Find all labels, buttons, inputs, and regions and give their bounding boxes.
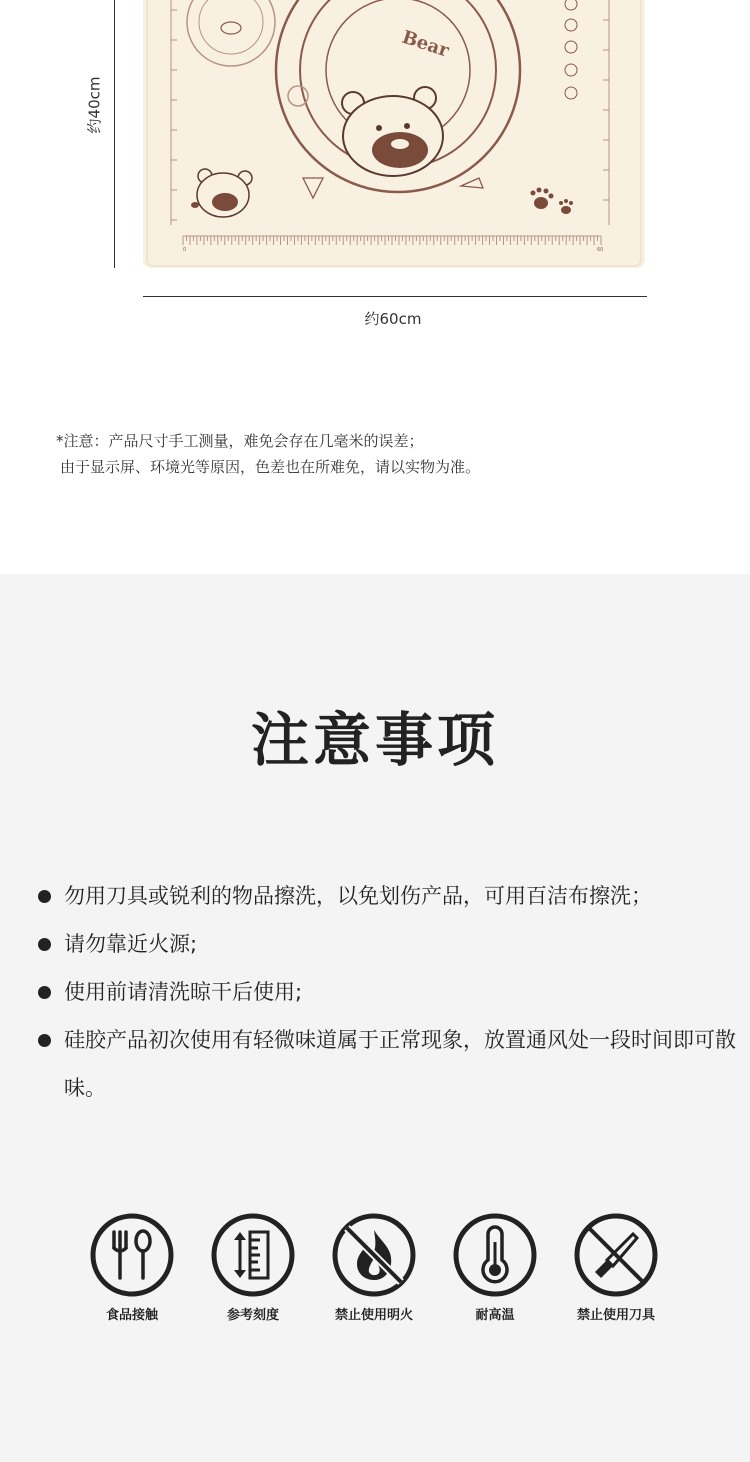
bear-face-drawing [342, 87, 443, 176]
note-line-1: *注意：产品尺寸手工测量，难免会存在几毫米的误差； [56, 432, 424, 450]
bullet-dot [38, 1034, 51, 1047]
icon-label: 食品接触 [105, 1308, 158, 1323]
width-dimension-label: 约60cm [364, 310, 422, 328]
bullet-dot [38, 890, 51, 903]
height-dimension-line [114, 0, 115, 268]
icon-label: 耐高温 [475, 1308, 515, 1323]
mat-brand-text: Bear [399, 26, 452, 62]
bullet-dot [38, 938, 51, 951]
ruler-start-label: 0 [183, 247, 187, 253]
height-dimension-label: 约40cm [85, 76, 104, 134]
icon-label: 禁止使用明火 [334, 1308, 413, 1323]
feature-no-knives [556, 1212, 676, 1323]
feature-reference-scale [193, 1212, 313, 1323]
no-fire-icon [331, 1212, 417, 1298]
baking-mat-illustration [143, 0, 645, 270]
icon-label: 参考刻度 [226, 1308, 279, 1323]
fork-spoon-icon [89, 1212, 175, 1298]
ruler-icon [210, 1212, 296, 1298]
section-title: 注意事项 [250, 706, 499, 774]
list-item: 使用前请清洗晾干后使用; [36, 968, 736, 1016]
list-item: 勿用刀具或锐利的物品擦洗，以免划伤产品，可用百洁布擦洗； [36, 872, 736, 920]
icon-label: 禁止使用刀具 [576, 1308, 655, 1323]
list-item: 请勿靠近火源; [36, 920, 736, 968]
precautions-list [36, 872, 736, 1112]
product-size-section [0, 0, 750, 574]
bullet-dot [38, 986, 51, 999]
measurement-note [56, 428, 480, 480]
list-item: 硅胶产品初次使用有轻微味道属于正常现象，放置通风处一段时间即可散味。 [36, 1016, 736, 1112]
width-dimension-line [143, 296, 647, 297]
feature-icons-row [0, 1212, 750, 1332]
no-knife-icon [573, 1212, 659, 1298]
note-line-2: 由于显示屏、环境光等原因，色差也在所难免，请以实物为准。 [60, 458, 481, 476]
feature-no-open-flame [314, 1212, 434, 1323]
ruler-end-label: 60 [597, 247, 604, 253]
thermometer-icon [452, 1212, 538, 1298]
feature-heat-resistant [435, 1212, 555, 1323]
feature-food-contact [72, 1212, 192, 1323]
